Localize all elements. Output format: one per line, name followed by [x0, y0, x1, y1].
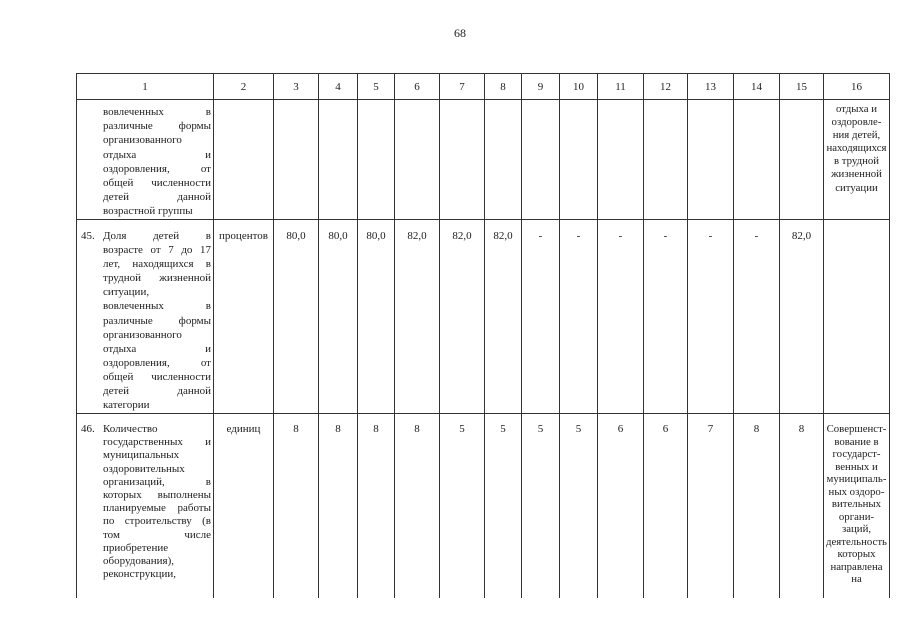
indicator-line: детей данной: [103, 191, 211, 204]
indicator-line: вовлеченных в: [103, 300, 211, 313]
note-line: муниципаль-: [826, 473, 887, 485]
indicator-line: оздоровления, от: [103, 356, 211, 369]
table-row-46: [77, 414, 890, 598]
indicator-line: ситуации,: [103, 286, 150, 299]
indicator-line: реконструкции,: [103, 568, 176, 581]
indicator-line: различные формы: [103, 120, 211, 133]
indicator-line: общей численности: [103, 370, 211, 383]
value-cell: -: [644, 220, 688, 414]
indicator-line: отдыха и: [103, 342, 211, 355]
column-number-header: 13: [688, 74, 734, 100]
indicator-line: категории: [103, 399, 150, 412]
value-cell: -: [522, 220, 560, 414]
note-line: находящихся: [826, 142, 887, 155]
note-line: направлена: [830, 560, 883, 573]
value-cell: [688, 100, 734, 220]
indicator-line: возрасте от 7 до 17: [103, 244, 211, 257]
indicator-line: общей численности: [103, 177, 211, 190]
indicator-line: лет, находящихся в: [103, 258, 211, 271]
value-cell: [644, 100, 688, 220]
value-cell: [560, 100, 598, 220]
note-line: ния детей,: [832, 129, 881, 142]
value-cell: 8: [358, 414, 395, 598]
table-row-continuation: [77, 100, 890, 220]
indicator-line: оздоровительных: [103, 462, 185, 475]
value-cell: 80,0: [358, 220, 395, 414]
note-cell: [824, 414, 890, 598]
value-cell: [780, 100, 824, 220]
note-line: в трудной: [833, 155, 880, 168]
table-row-45: [77, 220, 890, 414]
column-number-header: 14: [734, 74, 780, 100]
value-cell: [522, 100, 560, 220]
value-cell: [358, 100, 395, 220]
value-cell: 82,0: [395, 220, 440, 414]
indicator-line: организованного: [103, 134, 182, 147]
value-cell: 8: [319, 414, 358, 598]
indicator-line: оборудования),: [103, 555, 175, 568]
note-line: деятельность: [826, 535, 887, 548]
value-cell: 5: [485, 414, 522, 598]
value-cell: [440, 100, 485, 220]
indicator-cell: [77, 414, 214, 598]
unit-cell: единиц: [214, 414, 274, 598]
note-text: [824, 100, 889, 195]
value-cell: [485, 100, 522, 220]
column-number-header-row: [77, 74, 890, 100]
value-cell: 82,0: [440, 220, 485, 414]
indicator-line: трудной жизненной: [103, 272, 211, 285]
indicator-line: том числе: [103, 528, 211, 541]
value-cell: -: [598, 220, 644, 414]
indicator-line: Количество: [103, 423, 158, 435]
column-number-header: 6: [395, 74, 440, 100]
column-number-header: 16: [824, 74, 890, 100]
note-line: отдыха и: [835, 103, 878, 115]
column-number-header: 7: [440, 74, 485, 100]
row-number: 45.: [81, 230, 95, 242]
row-number: 46.: [81, 423, 95, 435]
column-number-header: 10: [560, 74, 598, 100]
column-number-header: 1: [77, 74, 214, 100]
note-line: ситуации: [835, 181, 878, 194]
value-cell: [734, 100, 780, 220]
indicator-line: оздоровления, от: [103, 162, 211, 175]
indicator-line: по строительству (в: [103, 515, 211, 528]
row-number: [81, 105, 103, 219]
column-number-header: 3: [274, 74, 319, 100]
column-number-header: 15: [780, 74, 824, 100]
column-number-header: 5: [358, 74, 395, 100]
page-number: 68: [454, 26, 466, 40]
note-line: органи-: [838, 510, 875, 523]
indicator-text: [103, 423, 211, 581]
value-cell: 80,0: [274, 220, 319, 414]
note-line: венных и: [835, 460, 878, 473]
column-number-header: 2: [214, 74, 274, 100]
value-cell: 80,0: [319, 220, 358, 414]
value-cell: 5: [440, 414, 485, 598]
note-line: заций,: [841, 523, 872, 535]
value-cell: 82,0: [485, 220, 522, 414]
note-line: оздоровле-: [831, 116, 882, 129]
value-cell: 7: [688, 414, 734, 598]
note-line: ных оздоро-: [828, 485, 885, 498]
value-cell: -: [734, 220, 780, 414]
value-cell: [274, 100, 319, 220]
indicator-text: [103, 229, 211, 412]
note-line: Совершенст-: [826, 423, 887, 435]
note-line: на: [851, 573, 862, 585]
value-cell: 82,0: [780, 220, 824, 414]
value-cell: 5: [522, 414, 560, 598]
note-text: [824, 414, 889, 586]
note-line: государст-: [832, 448, 881, 460]
indicator-line: организаций, в: [103, 475, 211, 488]
indicators-table: [76, 73, 890, 598]
value-cell: 8: [734, 414, 780, 598]
column-number-header: 12: [644, 74, 688, 100]
value-cell: [395, 100, 440, 220]
indicator-line: различные формы: [103, 314, 211, 327]
value-cell: 8: [274, 414, 319, 598]
note-line: жизненной: [831, 168, 882, 181]
column-number-header: 11: [598, 74, 644, 100]
value-cell: 6: [644, 414, 688, 598]
column-number-header: 8: [485, 74, 522, 100]
indicator-line: планируемые работы: [103, 502, 211, 515]
note-line: вительных: [831, 498, 882, 510]
indicator-cell: [77, 100, 214, 220]
indicator-line: приобретение: [103, 541, 169, 554]
indicator-line: муниципальных: [103, 449, 180, 462]
indicator-line: организованного: [103, 328, 182, 341]
value-cell: [319, 100, 358, 220]
note-cell: [824, 220, 890, 414]
unit-cell: [214, 100, 274, 220]
note-cell: [824, 100, 890, 220]
value-cell: 6: [598, 414, 644, 598]
value-cell: 8: [780, 414, 824, 598]
indicator-line: которых выполнены: [103, 489, 211, 502]
value-cell: 8: [395, 414, 440, 598]
column-number-header: 4: [319, 74, 358, 100]
indicator-cell: [77, 220, 214, 414]
indicator-line: государственных и: [103, 436, 211, 449]
indicator-text: [103, 105, 211, 219]
note-line: вование в: [834, 435, 879, 448]
unit-cell: процентов: [214, 220, 274, 414]
indicator-line: Доля детей в: [103, 230, 211, 242]
column-number-header: 9: [522, 74, 560, 100]
value-cell: -: [688, 220, 734, 414]
indicator-line: вовлеченных в: [103, 106, 211, 118]
note-line: которых: [837, 548, 876, 560]
value-cell: -: [560, 220, 598, 414]
value-cell: [598, 100, 644, 220]
indicator-line: отдыха и: [103, 148, 211, 161]
indicator-line: детей данной: [103, 385, 211, 398]
value-cell: 5: [560, 414, 598, 598]
indicator-line: возрастной группы: [103, 205, 193, 218]
